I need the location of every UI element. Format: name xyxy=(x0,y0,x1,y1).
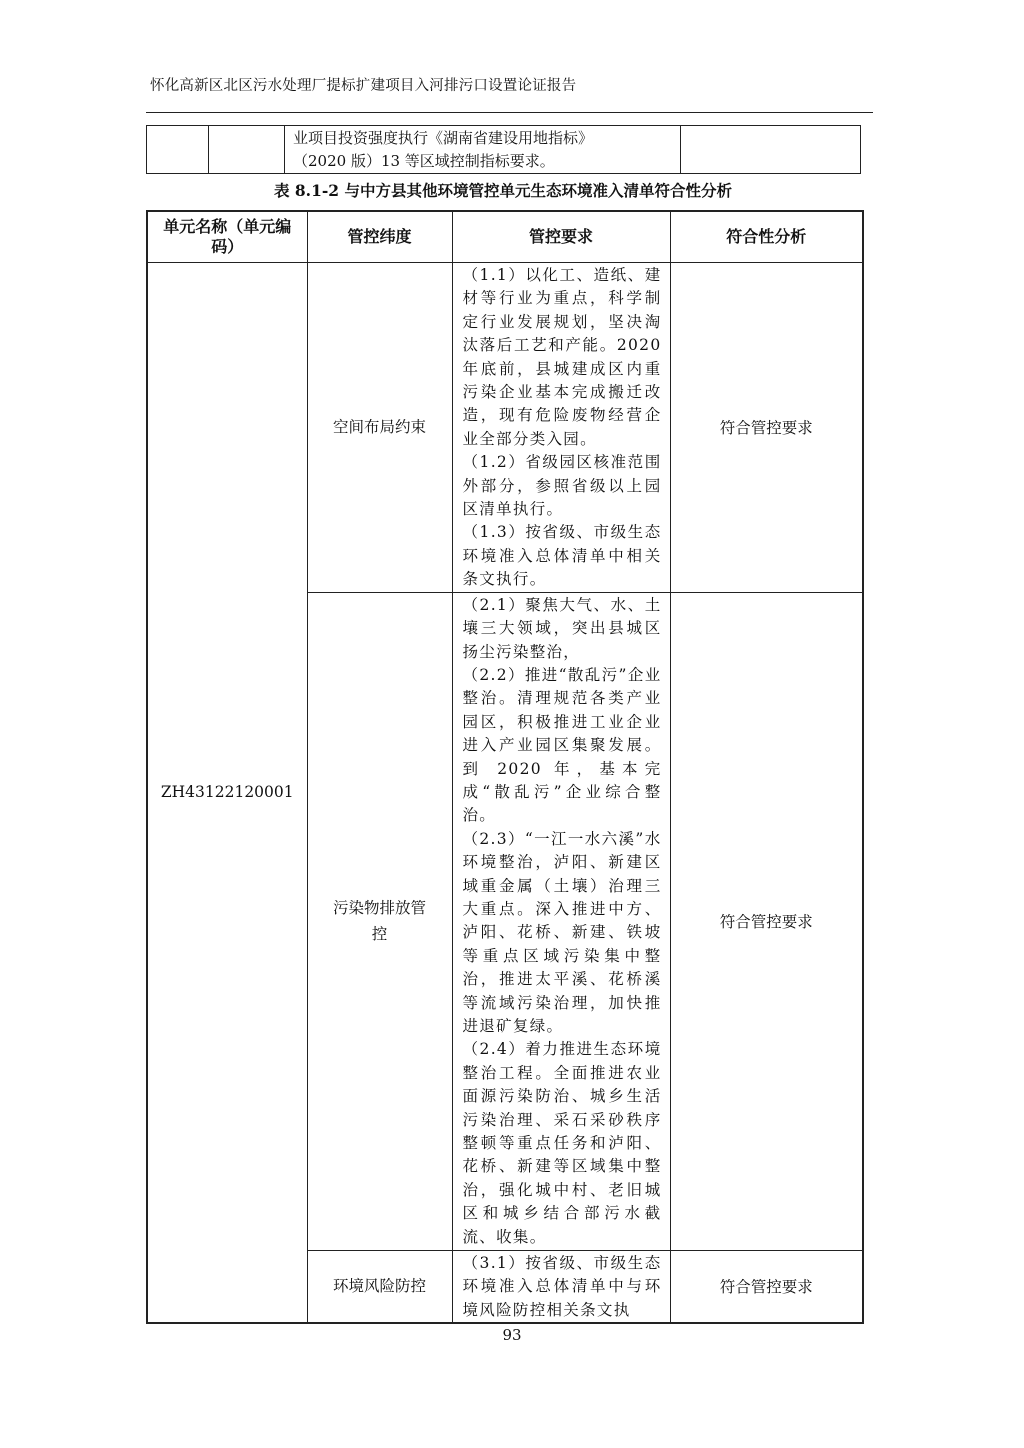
header-dimension: 管控纬度 xyxy=(307,211,452,263)
requirement-item: （2.2）推进“散乱污”企业整治。清理规范各类产业园区，积极推进工业企业进入产业园区集聚发展。到 2020 年，基本完成“散乱污”企业综合整治。 xyxy=(462,665,662,825)
page-number: 93 xyxy=(502,1326,522,1344)
continuation-text-line: （2020 版）13 等区域控制指标要求。 xyxy=(293,151,555,170)
continuation-cell-empty xyxy=(209,126,285,174)
table-caption: 表 8.1-2 与中方县其他环境管控单元生态环境准入清单符合性分析 xyxy=(274,181,732,200)
continuation-cell-empty xyxy=(681,126,861,174)
requirement-item: （1.3）按省级、市级生态环境准入总体清单中相关条文执行。 xyxy=(462,523,662,589)
header-rule xyxy=(146,112,873,113)
header-analysis: 符合性分析 xyxy=(670,211,863,263)
continuation-cell-empty xyxy=(147,126,209,174)
header-requirement: 管控要求 xyxy=(452,211,670,263)
page-header-title: 怀化高新区北区污水处理厂提标扩建项目入河排污口设置论证报告 xyxy=(150,78,577,94)
table-row xyxy=(147,263,863,593)
table-header-row xyxy=(147,211,863,263)
dimension-cell: 空间布局约束 xyxy=(307,263,452,593)
requirement-item: （2.1）聚焦大气、水、土壤三大领域，突出县城区扬尘污染整治， xyxy=(462,595,662,661)
analysis-cell: 符合管控要求 xyxy=(670,263,863,593)
compliance-table xyxy=(146,210,864,1324)
analysis-cell: 符合管控要求 xyxy=(670,1250,863,1323)
requirement-item: （3.1）按省级、市级生态环境准入总体清单中与环境风险防控相关条文执 xyxy=(462,1253,662,1319)
requirement-item: （2.3）“一江一水六溪”水环境整治，泸阳、新建区域重金属（土壤）治理三大重点。深入推进中方、泸阳、花桥、新建、铁坡等重点区域污染集中整治，推进太平溪、花桥溪等流域污染治理，加快推进退矿复绿。 xyxy=(462,829,662,1035)
requirement-cell xyxy=(452,1250,670,1323)
header-unit-name: 单元名称（单元编 码） xyxy=(147,211,307,263)
continuation-row xyxy=(147,126,861,174)
requirement-cell xyxy=(452,592,670,1250)
requirement-cell xyxy=(452,263,670,593)
requirement-item: （1.2）省级园区核准范围外部分，参照省级以上园区清单执行。 xyxy=(462,453,662,519)
dimension-cell: 环境风险防控 xyxy=(307,1250,452,1323)
continuation-text-line: 业项目投资强度执行《湖南省建设用地指标》 xyxy=(293,128,594,147)
requirement-item: （1.1）以化工、造纸、建材等行业为重点，科学制定行业发展规划，坚决淘汰落后工艺和产能。2020 年底前，县城建成区内重污染企业基本完成搬迁改造，现有危险废物经营企业全部分类入园。 xyxy=(462,266,662,448)
continuation-table xyxy=(146,125,861,174)
analysis-cell: 符合管控要求 xyxy=(670,592,863,1250)
continuation-text-cell xyxy=(285,126,681,174)
dimension-cell: 污染物排放管 控 xyxy=(307,592,452,1250)
requirement-item: （2.4）着力推进生态环境整治工程。全面推进农业面源污染防治、城乡生活污染治理、采石采砂秩序整顿等重点任务和泸阳、花桥、新建等区域集中整治，强化城中村、老旧城区和城乡结合部污水截流、收集。 xyxy=(462,1040,662,1246)
unit-code-cell: ZH43122120001 xyxy=(147,263,307,1323)
